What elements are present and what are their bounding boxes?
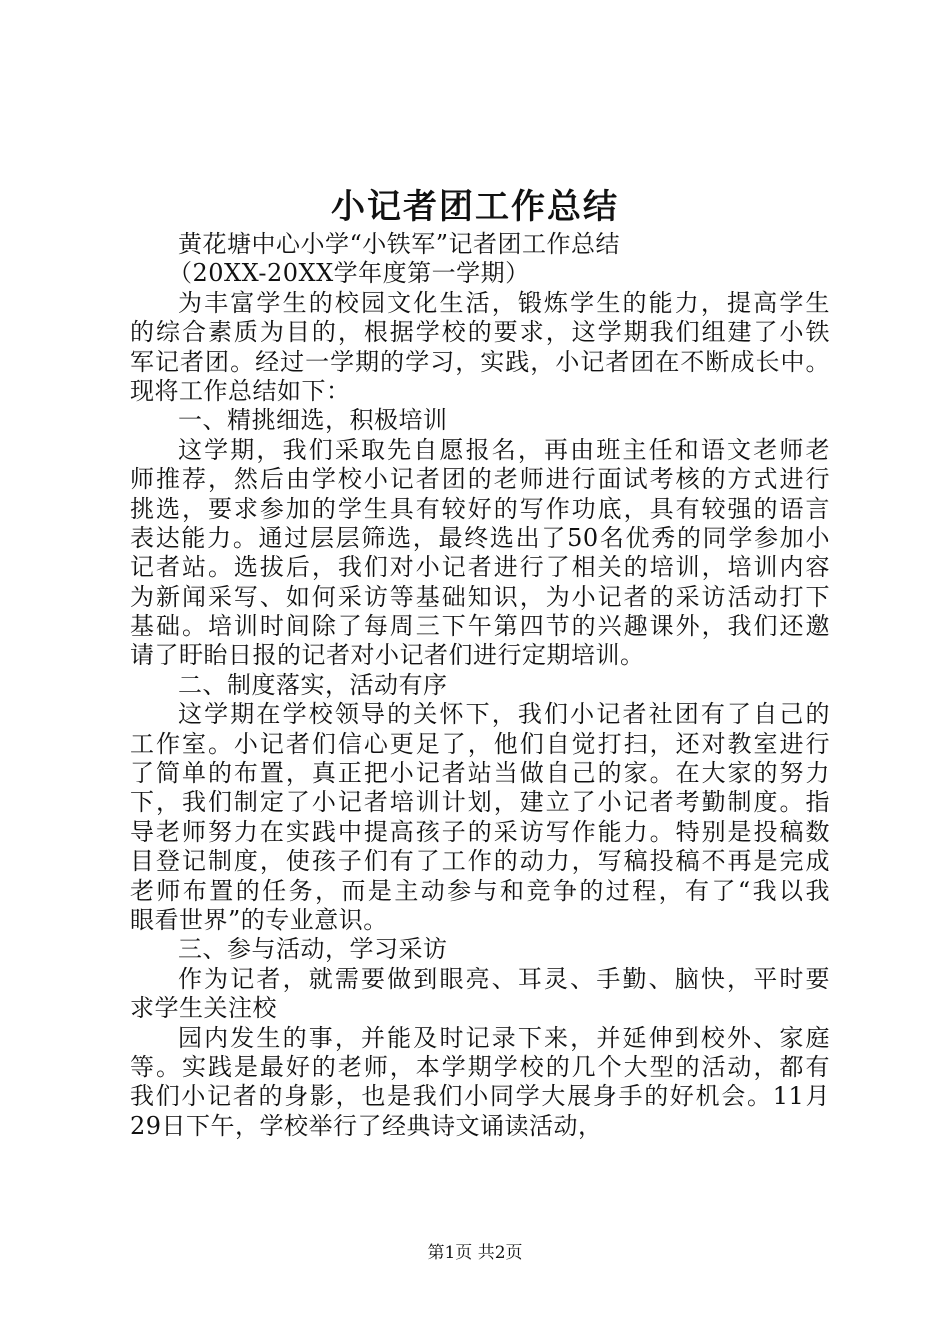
body-line: 等。实践是最好的老师，本学期学校的几个大型的活动，都有 [130,1052,830,1081]
body-line: 这学期，我们采取先自愿报名，再由班主任和语文老师老 [178,435,830,464]
body-line: 29日下午，学校举行了经典诗文诵读活动， [130,1111,603,1140]
body-line: 的综合素质为目的，根据学校的要求，这学期我们组建了小铁 [130,318,830,347]
body-line: 老师布置的任务，而是主动参与和竞争的过程，有了“我以我 [130,876,830,905]
body-line: 三、参与活动，学习采访 [178,935,448,964]
body-line: 了简单的布置，真正把小记者站当做自己的家。在大家的努力 [130,759,830,788]
body-line: 军记者团。经过一学期的学习，实践，小记者团在不断成长中。 [130,347,830,376]
body-line: 作为记者，就需要做到眼亮、耳灵、手勤、脑快，平时要 [178,964,830,993]
body-line: 这学期在学校领导的关怀下，我们小记者社团有了自己的 [178,700,830,729]
body-line: 基础。培训时间除了每周三下午第四节的兴趣课外，我们还邀 [130,612,830,641]
body-line: 记者站。选拔后，我们对小记者进行了相关的培训，培训内容 [130,553,830,582]
body-line: （20XX-20XX学年度第一学期） [168,259,530,288]
body-line: 下，我们制定了小记者培训计划，建立了小记者考勤制度。指 [130,788,830,817]
body-line: 表达能力。通过层层筛选，最终选出了50名优秀的同学参加小 [130,523,830,552]
body-line: 工作室。小记者们信心更足了，他们自觉打扫，还对教室进行 [130,729,830,758]
body-line: 我们小记者的身影，也是我们小同学大展身手的好机会。11月 [130,1082,830,1111]
body-line: 二、制度落实，活动有序 [178,670,448,699]
body-line: 导老师努力在实践中提高孩子的采访写作能力。特别是投稿数 [130,817,830,846]
body-line: 目登记制度，使孩子们有了工作的动力，写稿投稿不再是完成 [130,847,830,876]
document-body [130,230,830,1141]
document-title: 小记者团工作总结 [331,187,619,227]
page-footer: 第1页 共2页 [427,1243,523,1263]
body-line: 园内发生的事，并能及时记录下来，并延伸到校外、家庭 [178,1023,830,1052]
body-line: 为丰富学生的校园文化生活，锻炼学生的能力，提高学生 [178,288,830,317]
body-line: 请了盱眙日报的记者对小记者们进行定期培训。 [130,641,645,670]
body-line: 眼看世界”的专业意识。 [130,905,388,934]
body-line: 现将工作总结如下： [130,376,351,405]
body-line: 挑选，要求参加的学生具有较好的写作功底，具有较强的语言 [130,494,830,523]
body-line: 黄花塘中心小学“小铁军”记者团工作总结 [178,230,621,258]
body-line: 师推荐，然后由学校小记者团的老师进行面试考核的方式进行 [130,465,830,494]
body-line: 为新闻采写、如何采访等基础知识，为小记者的采访活动打下 [130,582,830,611]
body-line: 一、精挑细选，积极培训 [178,406,448,435]
body-line: 求学生关注校 [130,994,277,1023]
